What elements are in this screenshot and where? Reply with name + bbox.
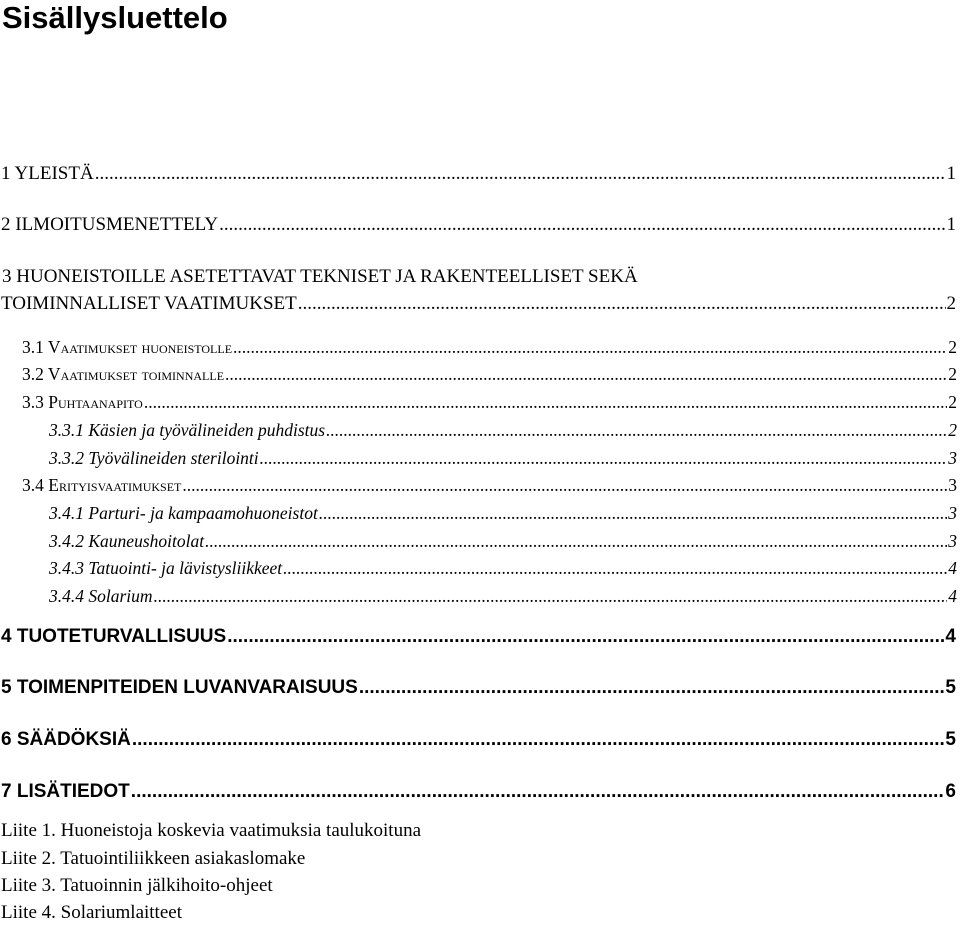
dot-leader bbox=[359, 675, 945, 701]
dot-leader bbox=[219, 212, 945, 238]
toc-page-number: 4 bbox=[948, 558, 957, 578]
toc-entry-3-2[interactable] bbox=[22, 361, 957, 387]
toc-entry-3[interactable] bbox=[1, 291, 956, 317]
toc-entry-3-3-1[interactable] bbox=[49, 417, 957, 443]
toc-entry-label: 3.4 Erityisvaatimukset bbox=[22, 475, 182, 495]
toc-entry-4[interactable] bbox=[1, 624, 956, 650]
toc-entry-3-1[interactable] bbox=[22, 334, 957, 360]
toc-entry-6[interactable] bbox=[1, 727, 956, 753]
toc-entry-3-line1[interactable]: 3 HUONEISTOILLE ASETETTAVAT TEKNISET JA RAKENTEELLISET SEKÄ bbox=[2, 266, 638, 287]
dot-leader bbox=[154, 583, 948, 609]
dot-leader bbox=[131, 779, 945, 805]
toc-page-number: 1 bbox=[946, 163, 956, 184]
dot-leader bbox=[95, 161, 946, 187]
toc-page-number: 2 bbox=[946, 293, 956, 314]
toc-entry-label: 3.3.2 Työvälineiden sterilointi bbox=[49, 448, 259, 468]
dot-leader bbox=[144, 389, 947, 415]
toc-entry-1[interactable] bbox=[1, 161, 956, 187]
appendix-2: Liite 2. Tatuointiliikkeen asiakaslomake bbox=[1, 848, 306, 869]
dot-leader bbox=[205, 528, 947, 554]
toc-page-number: 5 bbox=[945, 677, 956, 698]
toc-page-number: 5 bbox=[945, 729, 956, 750]
toc-entry-label: 7 LISÄTIEDOT bbox=[1, 781, 130, 802]
toc-entry-2[interactable] bbox=[1, 212, 956, 238]
appendix-4: Liite 4. Solariumlaitteet bbox=[1, 902, 182, 923]
toc-entry-3-3-2[interactable] bbox=[49, 445, 957, 471]
toc-entry-label: 3.4.3 Tatuointi- ja lävistysliikkeet bbox=[49, 558, 283, 578]
toc-entry-3-4-3[interactable] bbox=[49, 555, 957, 581]
dot-leader bbox=[260, 445, 948, 471]
toc-entry-label: 1 YLEISTÄ bbox=[1, 163, 94, 184]
dot-leader bbox=[283, 555, 947, 581]
dot-leader bbox=[298, 291, 946, 317]
dot-leader bbox=[225, 361, 947, 387]
toc-entry-label: 3.3 Puhtaanapito bbox=[22, 392, 143, 412]
toc-entry-5[interactable] bbox=[1, 675, 956, 701]
toc-page-number: 3 bbox=[948, 475, 957, 495]
toc-entry-label: 3.1 Vaatimukset huoneistolle bbox=[22, 337, 233, 357]
toc-entry-7[interactable] bbox=[1, 779, 956, 805]
toc-page-number: 2 bbox=[948, 364, 957, 384]
toc-entry-label: 6 SÄÄDÖKSIÄ bbox=[1, 729, 131, 750]
toc-entry-3-4-4[interactable] bbox=[49, 583, 957, 609]
toc-entry-3-4-2[interactable] bbox=[49, 528, 957, 554]
toc-entry-label: 4 TUOTETURVALLISUUS bbox=[1, 626, 227, 647]
toc-entry-3-4[interactable] bbox=[22, 472, 957, 498]
toc-page-number: 2 bbox=[948, 337, 957, 357]
toc-page-number: 2 bbox=[948, 420, 957, 440]
toc-page-number: 2 bbox=[948, 392, 957, 412]
toc-entry-3-3[interactable] bbox=[22, 389, 957, 415]
dot-leader bbox=[319, 500, 947, 526]
toc-entry-label: 3.4.2 Kauneushoitolat bbox=[49, 531, 205, 551]
toc-page-number: 1 bbox=[946, 214, 956, 235]
toc-page-number: 4 bbox=[948, 586, 957, 606]
appendix-3: Liite 3. Tatuoinnin jälkihoito-ohjeet bbox=[1, 875, 273, 896]
toc-page-number: 3 bbox=[948, 531, 957, 551]
toc-entry-label: 5 TOIMENPITEIDEN LUVANVARAISUUS bbox=[1, 677, 358, 698]
toc-entry-label: 2 ILMOITUSMENETTELY bbox=[1, 214, 219, 235]
toc-page-number: 6 bbox=[945, 781, 956, 802]
dot-leader bbox=[326, 417, 947, 443]
dot-leader bbox=[227, 624, 944, 650]
dot-leader bbox=[132, 727, 945, 753]
dot-leader bbox=[182, 472, 947, 498]
toc-entry-label: 3.4.4 Solarium bbox=[49, 586, 153, 606]
dot-leader bbox=[233, 334, 947, 360]
toc-page-number: 4 bbox=[945, 626, 956, 647]
toc-entry-3-4-1[interactable] bbox=[49, 500, 957, 526]
appendix-1: Liite 1. Huoneistoja koskevia vaatimuksia taulukoituna bbox=[1, 820, 422, 841]
toc-page-number: 3 bbox=[948, 448, 957, 468]
toc-page-number: 3 bbox=[948, 503, 957, 523]
toc-entry-label: 3.4.1 Parturi- ja kampaamohuoneistot bbox=[49, 503, 318, 523]
toc-entry-label: TOIMINNALLISET VAATIMUKSET bbox=[1, 293, 297, 314]
toc-entry-label: 3.2 Vaatimukset toiminnalle bbox=[22, 364, 225, 384]
toc-entry-label: 3.3.1 Käsien ja työvälineiden puhdistus bbox=[49, 420, 326, 440]
page-title: Sisällysluettelo bbox=[2, 0, 228, 35]
